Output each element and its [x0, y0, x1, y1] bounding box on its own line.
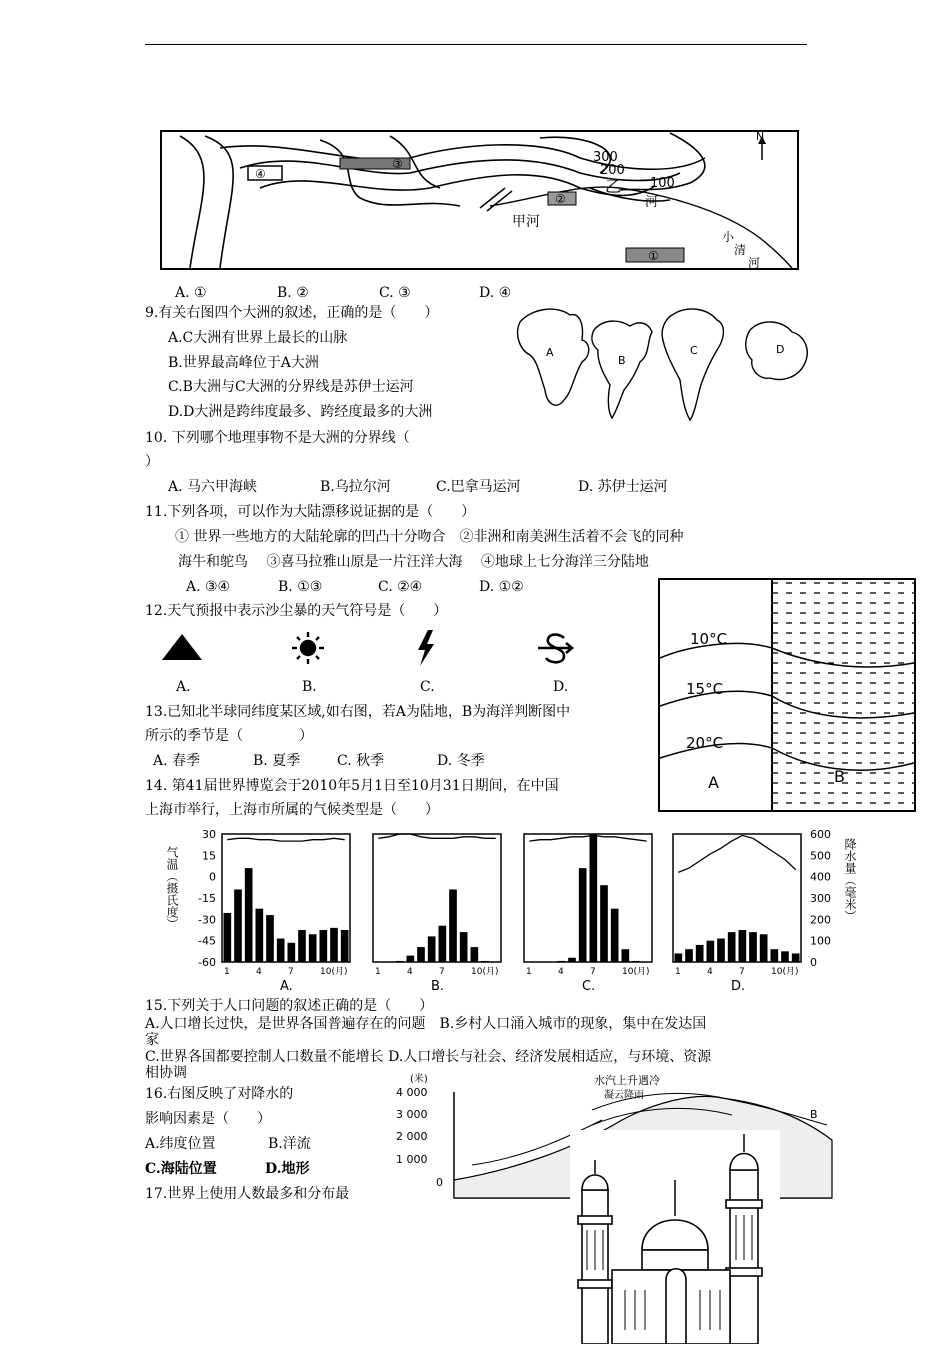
left-tick-label: 0 — [209, 870, 216, 884]
region-b-label: B — [834, 767, 845, 786]
q14-stem: 14. 第41届世界博览会于2010年5月1日至10月31日期间，在中国 — [145, 778, 559, 794]
precip-bar — [266, 915, 274, 962]
q12-stem: 12.天气预报中表示沙尘暴的天气符号是（ ） — [145, 603, 448, 619]
x-tick-label: 4 — [558, 967, 564, 977]
q15-line1: A.人口增长过快，是世界各国普遍存在的问题 B.乡村人口涌入城市的现象，集中在发达国 — [145, 1016, 707, 1032]
temperature-line — [529, 835, 646, 841]
left-axis-title: 气温（摄氏度） — [165, 846, 179, 930]
q16-option-d[interactable]: D.地形 — [265, 1161, 310, 1177]
precip-bar — [277, 939, 285, 962]
left-tick-label: 30 — [202, 828, 216, 841]
continent-b-label: B — [618, 354, 626, 367]
precip-bar — [309, 934, 317, 962]
q10-option-a[interactable]: A. 马六甲海峡 — [168, 479, 258, 495]
figure-caption: 水汽上升遇冷 — [594, 1074, 660, 1087]
x-tick-label: 10(月) — [471, 967, 499, 977]
map-frame — [161, 131, 798, 269]
q8-option-c[interactable]: C. ③ — [379, 285, 411, 301]
x-tick-label: 7 — [288, 967, 294, 977]
q11-option-a[interactable]: A. ③④ — [186, 579, 231, 595]
q15-line2b: 相协调 — [145, 1065, 187, 1081]
x-tick-label: 10(月) — [771, 967, 799, 977]
isotherm-label: 20°C — [686, 734, 724, 752]
q16-stem: 16.右图反映了对降水的 — [145, 1086, 294, 1102]
q10-stem-end: ） — [145, 454, 159, 470]
precip-bar — [568, 958, 576, 962]
tick-label: 0 — [436, 1176, 443, 1189]
x-tick-label: 10(月) — [320, 967, 348, 977]
q15-line2: C.世界各国都要控制人口数量不能增长 D.人口增长与社会、经济发展相适应，与环境、资源 — [145, 1049, 712, 1065]
tick-label: 4 000 — [396, 1086, 428, 1099]
weather-symbols — [160, 630, 600, 670]
x-tick-label: 4 — [407, 967, 413, 977]
precip-bar — [760, 934, 768, 962]
precip-bar — [749, 932, 757, 962]
q9-option-d[interactable]: D.D大洲是跨纬度最多、跨经度最多的大洲 — [168, 404, 433, 420]
chart-label: D. — [731, 979, 746, 994]
q16-option-b[interactable]: B.洋流 — [268, 1136, 311, 1152]
precip-bar — [320, 930, 328, 962]
precip-bar — [739, 930, 747, 962]
right-tick-label: 100 — [810, 934, 831, 948]
left-tick-label: -15 — [198, 892, 216, 905]
x-tick-label: 4 — [256, 967, 262, 977]
q11-stem: 11.下列各项，可以作为大陆漂移说证据的是（ ） — [145, 504, 476, 520]
region-a-label: A — [708, 773, 719, 792]
q10-option-b[interactable]: B.乌拉尔河 — [320, 479, 391, 495]
isotherm-label: 10°C — [690, 630, 728, 648]
right-tick-label: 400 — [810, 870, 831, 884]
precip-bar — [396, 961, 404, 962]
q15-line1b: 家 — [145, 1032, 159, 1048]
marker-2: ② — [555, 192, 566, 206]
precip-bar — [298, 930, 306, 962]
north-label: N — [756, 130, 765, 143]
x-tick-label: 1 — [675, 967, 681, 977]
triangle-icon — [162, 634, 202, 660]
marker-4: ④ — [255, 167, 266, 181]
precip-bar — [558, 961, 566, 962]
precip-bar — [707, 941, 715, 962]
left-tick-label: -30 — [198, 913, 216, 927]
right-tick-label: 200 — [810, 913, 831, 927]
q11-line1: ① 世界一些地方的大陆轮廓的凹凸十分吻合 ②非洲和南美洲生活着不会飞的同种 — [175, 529, 684, 545]
continent-d-label: D — [776, 343, 785, 356]
tick-label: 2 000 — [396, 1130, 428, 1143]
q11-line2: 海牛和鸵鸟 ③喜马拉雅山原是一片汪洋大海 ④地球上七分海洋三分陆地 — [178, 554, 649, 570]
contour-label: 300 — [593, 150, 618, 165]
x-tick-label: 7 — [739, 967, 745, 977]
x-tick-label: 4 — [707, 967, 713, 977]
precip-bar — [439, 926, 447, 962]
continent-c-label: C — [690, 344, 698, 357]
q11-option-d[interactable]: D. ①② — [479, 579, 524, 595]
precip-bar — [579, 868, 587, 962]
q9-option-c[interactable]: C.B大洲与C大洲的分界线是苏伊士运河 — [168, 379, 414, 395]
unit-label: (米) — [410, 1074, 428, 1085]
precip-bar — [781, 951, 789, 962]
precip-bar — [417, 947, 425, 962]
x-tick-label: 1 — [375, 967, 381, 977]
precip-bar — [622, 949, 630, 962]
q10-option-d[interactable]: D. 苏伊士运河 — [578, 479, 668, 495]
q17-stem: 17.世界上使用人数最多和分布最 — [145, 1186, 350, 1202]
precip-bar — [632, 961, 640, 962]
tick-label: 3 000 — [396, 1108, 428, 1121]
q15-stem: 15.下列关于人口问题的叙述正确的是（ ） — [145, 998, 434, 1014]
tick-label: 1 000 — [396, 1153, 428, 1166]
precip-bar — [792, 953, 800, 962]
marker-1: ① — [648, 249, 659, 263]
q12-option-d[interactable]: D. — [553, 679, 569, 695]
q12-option-b[interactable]: B. — [302, 679, 317, 695]
left-tick-label: -45 — [198, 934, 216, 948]
right-tick-label: 600 — [810, 828, 831, 841]
sandstorm-icon — [538, 635, 572, 663]
mosque-illustration — [570, 1130, 780, 1344]
continent-c-shape — [662, 309, 723, 420]
isotherm-label: 15°C — [686, 680, 724, 698]
chart-frame — [524, 834, 652, 962]
precip-bar — [696, 945, 704, 962]
chart-frame — [673, 834, 801, 962]
q14-stem-line2: 上海市举行，上海市所属的气候类型是（ ） — [145, 802, 439, 818]
temperature-line — [227, 838, 344, 841]
right-tick-label: 0 — [810, 956, 817, 969]
sun-icon — [292, 632, 324, 664]
q8-option-b[interactable]: B. ② — [277, 285, 309, 301]
q13-option-c[interactable]: C. 秋季 — [337, 753, 385, 769]
climate-charts — [160, 826, 880, 996]
precip-bar — [330, 928, 338, 962]
q13-option-b[interactable]: B. 夏季 — [253, 753, 301, 769]
continent-a-label: A — [546, 346, 554, 359]
q16-stem-line2: 影响因素是（ ） — [145, 1111, 271, 1127]
precip-bar — [590, 834, 598, 962]
precip-bar — [256, 909, 264, 962]
precip-bar — [407, 956, 415, 962]
precip-bar — [600, 885, 608, 962]
contour-label: 200 — [600, 163, 625, 178]
precip-bar — [728, 932, 736, 962]
precip-bar — [224, 913, 232, 962]
q12-option-a[interactable]: A. — [176, 679, 191, 695]
precip-bar — [288, 943, 296, 962]
q8-map — [160, 128, 800, 273]
precip-bar — [675, 953, 683, 962]
q11-option-c[interactable]: C. ②④ — [378, 579, 423, 595]
q9-option-b[interactable]: B.世界最高峰位于A大洲 — [168, 355, 319, 371]
xiaoqinghe-label: 小 — [722, 230, 735, 244]
chart-label: A. — [280, 979, 293, 994]
header-rule — [145, 44, 807, 45]
x-tick-label: 1 — [224, 967, 230, 977]
q13-option-a[interactable]: A. 春季 — [153, 753, 201, 769]
right-tick-label: 300 — [810, 892, 831, 905]
precip-bar — [685, 949, 693, 962]
chart-label: C. — [582, 979, 596, 994]
continents-figure — [512, 300, 818, 428]
q8-option-d[interactable]: D. ④ — [479, 285, 512, 301]
precip-bar — [771, 949, 779, 962]
precip-bar — [460, 932, 468, 962]
figure-caption2: 凝云降雨 — [604, 1090, 644, 1101]
q9-stem: 9.有关右图四个大洲的叙述，正确的是（ ） — [145, 305, 439, 321]
left-tick-label: -60 — [198, 956, 216, 969]
chart-label: B. — [431, 979, 445, 994]
x-tick-label: 7 — [590, 967, 596, 977]
precip-bar — [245, 868, 253, 962]
he-label: 河 — [645, 195, 659, 210]
q13-option-d[interactable]: D. 冬季 — [437, 753, 485, 769]
x-tick-label: 10(月) — [622, 967, 650, 977]
temperature-line — [678, 835, 795, 872]
precip-bar — [234, 889, 242, 962]
isotherm-figure — [658, 578, 916, 812]
contour-label: 100 — [650, 176, 675, 191]
point-b-label: B — [810, 1108, 818, 1121]
continent-b-shape — [592, 321, 652, 418]
precip-bar — [481, 961, 489, 962]
q9-option-a[interactable]: A.C大洲有世界上最长的山脉 — [168, 330, 348, 346]
q8-option-a[interactable]: A. ① — [175, 285, 207, 301]
left-tick-label: 15 — [202, 849, 216, 863]
q16-option-a[interactable]: A.纬度位置 — [145, 1136, 216, 1152]
right-tick-label: 500 — [810, 849, 831, 863]
q16-option-c[interactable]: C.海陆位置 — [145, 1161, 217, 1177]
precip-bar — [471, 947, 479, 962]
lightning-icon — [418, 630, 434, 666]
marker-3: ③ — [392, 157, 403, 171]
precip-bar — [428, 936, 436, 962]
right-axis-title: 降水量（毫米） — [843, 838, 857, 922]
svg-text:河: 河 — [748, 256, 761, 270]
x-tick-label: 7 — [439, 967, 445, 977]
precip-bar — [611, 909, 619, 962]
chart-frame — [373, 834, 501, 962]
q13-stem-line2: 所示的季节是（ ） — [145, 728, 313, 744]
q13-stem: 13.已知北半球同纬度某区域,如右图，若A为陆地，B为海洋判断图中 — [145, 704, 571, 720]
precip-bar — [341, 930, 349, 962]
precip-bar — [449, 889, 457, 962]
q10-stem: 10. 下列哪个地理事物不是大洲的分界线（ — [145, 430, 410, 446]
jiahe-label: 甲河 — [512, 214, 540, 230]
x-tick-label: 1 — [526, 967, 532, 977]
precip-bar — [717, 939, 725, 962]
q10-option-c[interactable]: C.巴拿马运河 — [436, 479, 521, 495]
svg-text:清: 清 — [734, 243, 747, 257]
q11-option-b[interactable]: B. ①③ — [278, 579, 323, 595]
yi-label: 乙 — [605, 177, 622, 196]
q12-option-c[interactable]: C. — [420, 679, 435, 695]
